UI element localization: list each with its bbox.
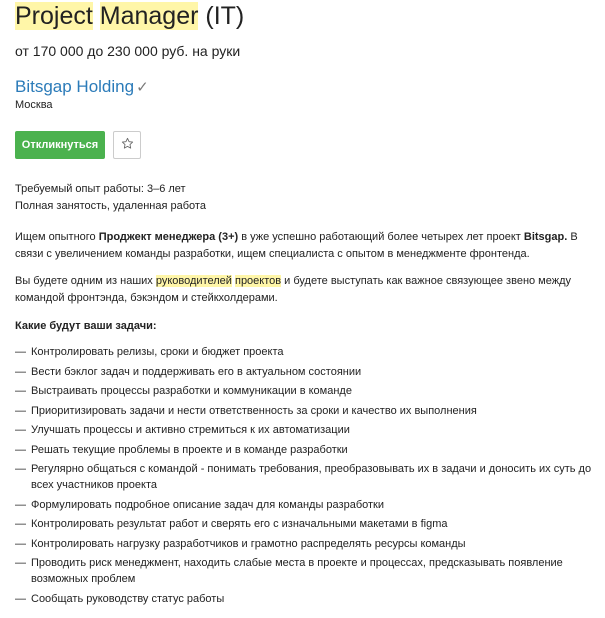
task-item xyxy=(15,497,593,513)
dash-bullet: — xyxy=(15,518,26,530)
text: в уже успешно работающий более четырех лет проект xyxy=(238,231,524,243)
experience-requirement: Требуемый опыт работы: 3–6 лет xyxy=(15,183,186,195)
task-item xyxy=(15,555,593,587)
text: Ищем опытного xyxy=(15,231,99,243)
salary: от 170 000 до 230 000 руб. на руки xyxy=(15,43,241,59)
tasks-list xyxy=(15,344,593,610)
dash-bullet: — xyxy=(15,385,26,397)
task-item xyxy=(15,591,593,607)
highlighted-title-word: Project xyxy=(15,2,93,30)
dash-bullet: — xyxy=(15,443,26,456)
text: и будете выступать как важное связующее звено между командой фронтэнда, бэкэндом и стейкхолдерами. xyxy=(15,275,572,304)
task-item xyxy=(15,344,593,360)
highlighted-title-word: Manager xyxy=(99,2,199,30)
highlighted-text: руководителей xyxy=(155,275,232,287)
dash-bullet: — xyxy=(15,498,26,511)
task-text: Формулировать подробное описание задач для команды разработки xyxy=(31,498,384,511)
task-item xyxy=(15,442,593,458)
tasks-heading: Какие будут ваши задачи: xyxy=(15,320,157,332)
company-name[interactable]: Bitsgap Holding xyxy=(15,77,135,96)
title-suffix: (IT) xyxy=(205,2,245,30)
task-item xyxy=(15,422,593,438)
dash-bullet: — xyxy=(15,346,26,358)
task-item xyxy=(15,383,593,399)
vacancy-title xyxy=(15,0,244,32)
task-text: Приоритизировать задачи и нести ответственность за сроки и качество их выполнения xyxy=(31,404,477,417)
task-text: Проводить риск менеджмент, находить слабые места в проекте и процессах, предсказывать появление возможных проблем xyxy=(31,557,563,585)
task-item xyxy=(15,461,593,493)
task-item xyxy=(15,516,593,532)
task-text: Контролировать релизы, сроки и бюджет проекта xyxy=(31,346,284,358)
favorite-button[interactable] xyxy=(113,131,141,159)
apply-button[interactable]: Откликнуться xyxy=(15,131,105,159)
dash-bullet: — xyxy=(15,592,26,605)
company-link[interactable] xyxy=(15,76,149,99)
task-text: Контролировать нагрузку разработчиков и грамотно распределять ресурсы команды xyxy=(31,537,466,550)
description-paragraph xyxy=(15,229,593,263)
task-item xyxy=(15,536,593,552)
vacancy-info xyxy=(15,181,206,215)
dash-bullet: — xyxy=(15,537,26,550)
dash-bullet: — xyxy=(15,365,26,378)
task-text: Сообщать руководству статус работы xyxy=(31,592,225,605)
dash-bullet: — xyxy=(15,424,26,436)
task-item xyxy=(15,403,593,419)
text: Вы будете одним из наших xyxy=(15,275,156,287)
description-paragraph xyxy=(15,273,593,307)
company-city: Москва xyxy=(15,99,53,111)
task-text: Улучшать процессы и активно стремиться к их автоматизации xyxy=(31,424,350,436)
bold-text: Проджект менеджера (3+) xyxy=(98,231,239,243)
dash-bullet: — xyxy=(15,557,26,569)
task-text: Контролировать результат работ и сверять его с изначальными макетами в figma xyxy=(31,518,448,530)
star-icon xyxy=(121,137,134,153)
bold-text: Bitsgap. xyxy=(523,231,568,243)
task-text: Регулярно общаться с командой - понимать требования, преобразовывать их в задачи и доносить их суть до всех участников проекта xyxy=(31,463,592,491)
employment-type: Полная занятость, удаленная работа xyxy=(15,200,206,212)
highlighted-text: проектов xyxy=(234,275,282,287)
check-icon: ✓ xyxy=(136,79,149,96)
task-text: Решать текущие проблемы в проекте и в команде разработки xyxy=(31,443,348,456)
task-text: Вести бэклог задач и поддерживать его в актуальном состоянии xyxy=(31,365,362,378)
dash-bullet: — xyxy=(15,404,26,417)
text: В связи с увеличением команды разработки, ищем специалиста с опытом в менеджменте фронтенда. xyxy=(15,231,578,260)
task-item xyxy=(15,364,593,380)
dash-bullet: — xyxy=(15,463,26,475)
task-text: Выстраивать процессы разработки и коммуникации в команде xyxy=(31,385,352,397)
